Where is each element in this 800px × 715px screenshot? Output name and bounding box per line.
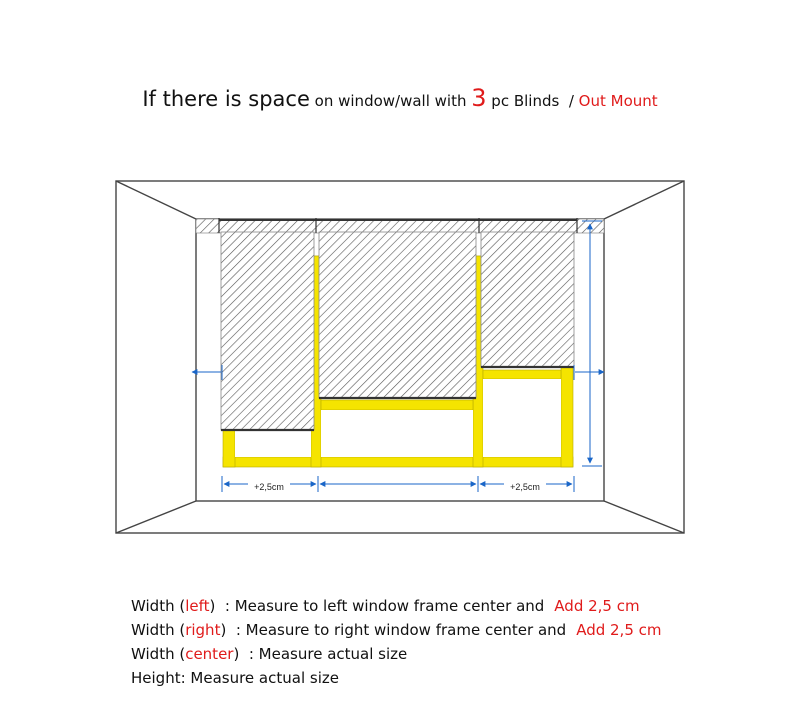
room-edge-bottom-right: [604, 501, 684, 533]
note-highlight: right: [185, 621, 221, 639]
glass-right-low: [483, 379, 561, 457]
note-add: Add 2,5 cm: [554, 597, 640, 615]
note-highlight: center: [185, 645, 234, 663]
note-suffix: ) : Measure to right window frame center and: [220, 621, 567, 639]
mount-type: Out Mount: [578, 92, 658, 110]
wall-rail-band: [196, 219, 604, 233]
note-prefix: Width (: [131, 621, 186, 639]
room-edge-top-left: [116, 181, 196, 219]
frame-bottom: [223, 457, 573, 467]
note-height: [131, 666, 662, 690]
note-width-right: [131, 618, 662, 642]
blind-count: 3: [471, 84, 487, 112]
transom-center: [321, 400, 473, 410]
blind-left: [221, 232, 314, 430]
note-highlight: left: [185, 597, 210, 615]
room-edge-top-right: [604, 181, 684, 219]
title-middle: on window/wall with: [309, 92, 472, 110]
note-prefix: Height: Measure actual size: [131, 669, 339, 687]
blind-right: [481, 232, 574, 367]
note-prefix: Width (: [131, 645, 186, 663]
title-blinds: pc Blinds: [486, 92, 560, 110]
glass-center-low: [321, 410, 473, 457]
note-prefix: Width (: [131, 597, 186, 615]
measurement-notes: [131, 594, 662, 690]
blind-center: [319, 232, 476, 398]
note-suffix: ) : Measure to left window frame center and: [209, 597, 545, 615]
note-add: Add 2,5 cm: [576, 621, 662, 639]
room-edge-bottom-left: [116, 501, 196, 533]
dim-label-right: +2,5cm: [510, 482, 540, 492]
note-width-left: [131, 594, 662, 618]
dim-label-left: +2,5cm: [254, 482, 284, 492]
title-slash: /: [559, 92, 579, 110]
note-suffix: ) : Measure actual size: [233, 645, 408, 663]
note-width-center: [131, 642, 662, 666]
transom-right: [483, 370, 561, 379]
title-lead: If there is space: [142, 87, 310, 111]
